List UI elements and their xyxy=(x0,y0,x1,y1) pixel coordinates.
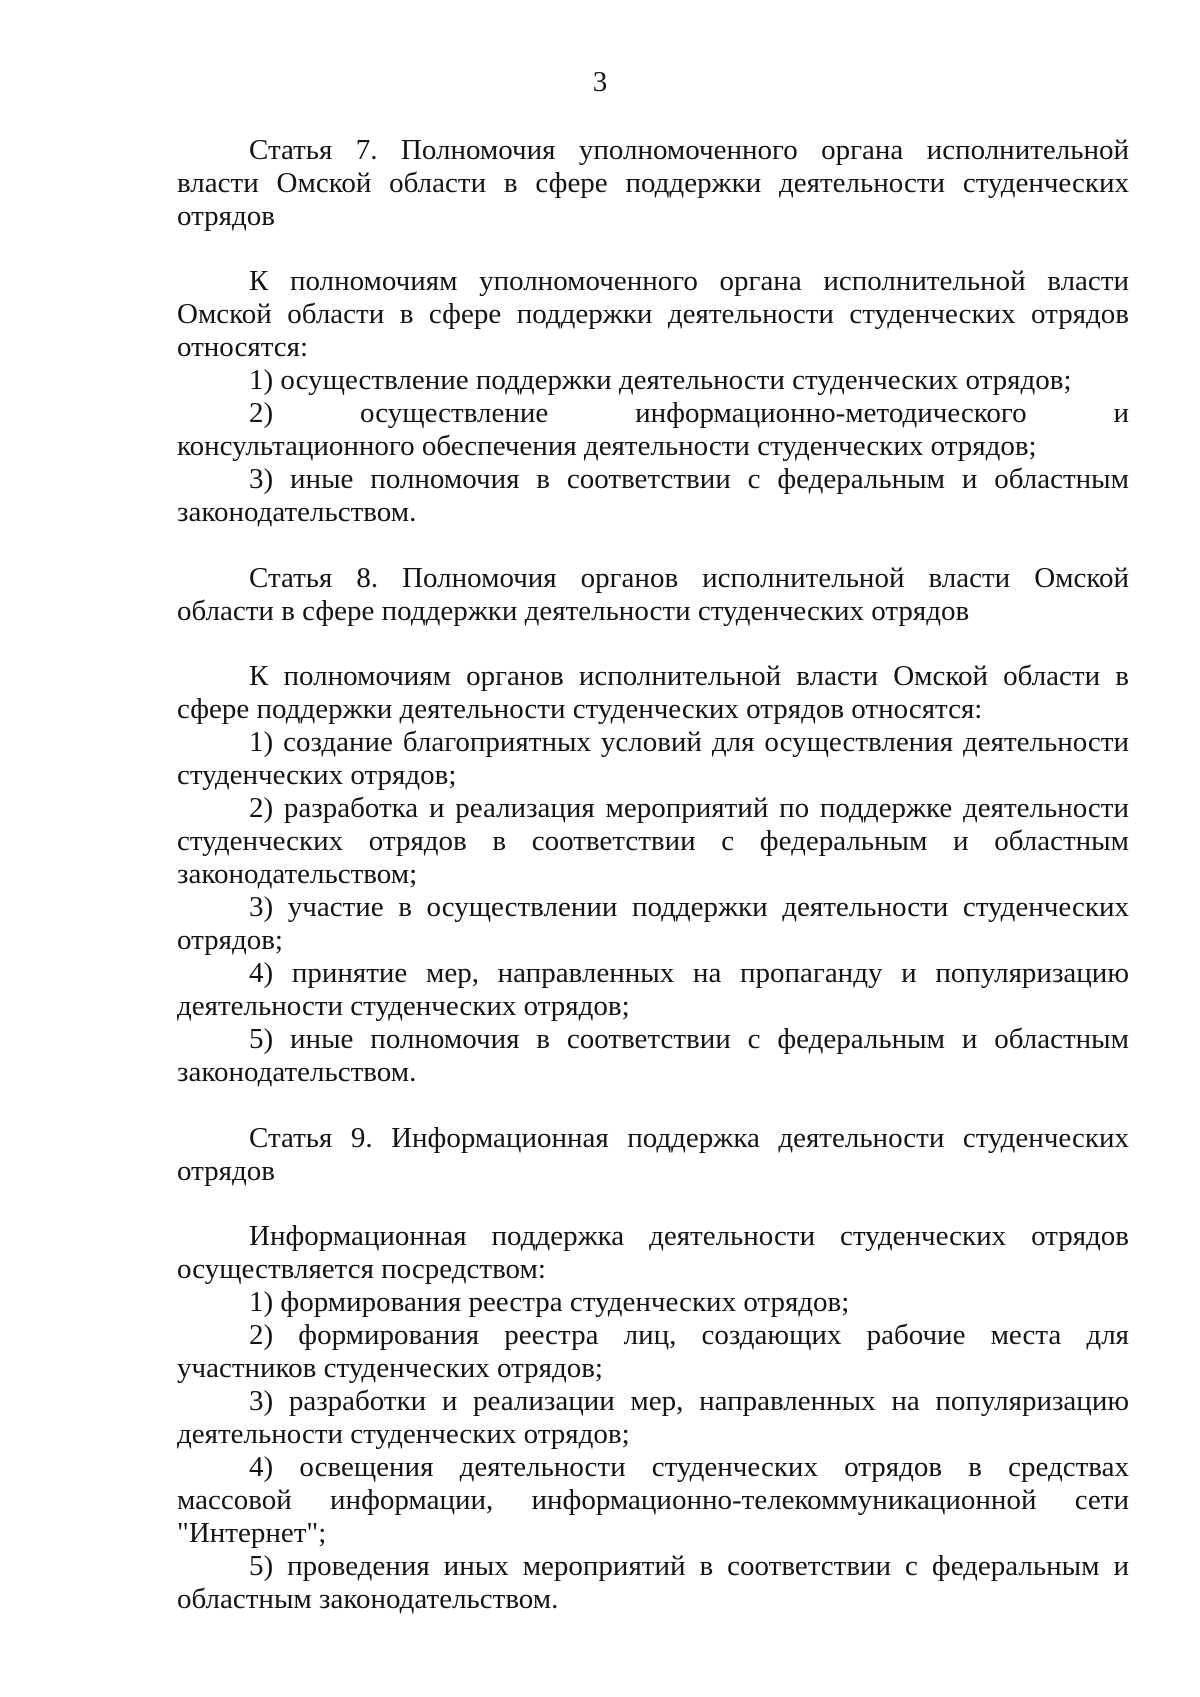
list-item: 4) освещения деятельности студенческих отрядов в средствах массовой информации, информационно-телекоммуникационной сети "Интернет"; xyxy=(177,1451,1129,1549)
article-heading: Статья 8. Полномочия органов исполнительной власти Омской области в сфере поддержки деятельности студенческих отрядов xyxy=(177,562,1129,627)
page-number: 3 xyxy=(592,66,608,98)
article-heading: Статья 9. Информационная поддержка деятельности студенческих отрядов xyxy=(177,1122,1129,1187)
list-item: 4) принятие мер, направленных на пропаганду и популяризацию деятельности студенческих отрядов; xyxy=(177,957,1129,1022)
article-9 xyxy=(177,1122,1129,1616)
article-7 xyxy=(177,134,1129,529)
document-body xyxy=(177,134,1129,1616)
list-item: 5) проведения иных мероприятий в соответствии с федеральным и областным законодательством. xyxy=(177,1550,1129,1615)
list-item: 1) осуществление поддержки деятельности студенческих отрядов; xyxy=(249,364,1072,396)
article-8 xyxy=(177,562,1129,1089)
article-intro: К полномочиям органов исполнительной власти Омской области в сфере поддержки деятельности студенческих отрядов относятся: xyxy=(177,660,1129,725)
list-item: 2) разработка и реализация мероприятий по поддержке деятельности студенческих отрядов в соответствии с федеральным и областным законодательством; xyxy=(177,792,1129,890)
list-item: 1) формирования реестра студенческих отрядов; xyxy=(249,1286,850,1318)
list-item: 1) создание благоприятных условий для осуществления деятельности студенческих отрядов; xyxy=(177,726,1129,791)
article-heading: Статья 7. Полномочия уполномоченного органа исполнительной власти Омской области в сфере поддержки деятельности студенческих отрядов xyxy=(177,134,1129,232)
list-item: 2) осуществление информационно-методического и консультационного обеспечения деятельности студенческих отрядов; xyxy=(177,397,1129,462)
list-item: 3) иные полномочия в соответствии с федеральным и областным законодательством. xyxy=(177,463,1129,528)
article-intro: Информационная поддержка деятельности студенческих отрядов осуществляется посредством: xyxy=(177,1220,1129,1285)
list-item: 5) иные полномочия в соответствии с федеральным и областным законодательством. xyxy=(177,1023,1129,1088)
article-intro: К полномочиям уполномоченного органа исполнительной власти Омской области в сфере поддержки деятельности студенческих отрядов относятся: xyxy=(177,265,1129,363)
list-item: 2) формирования реестра лиц, создающих рабочие места для участников студенческих отрядов; xyxy=(177,1319,1129,1384)
list-item: 3) участие в осуществлении поддержки деятельности студенческих отрядов; xyxy=(177,891,1129,956)
list-item: 3) разработки и реализации мер, направленных на популяризацию деятельности студенческих отрядов; xyxy=(177,1385,1129,1450)
